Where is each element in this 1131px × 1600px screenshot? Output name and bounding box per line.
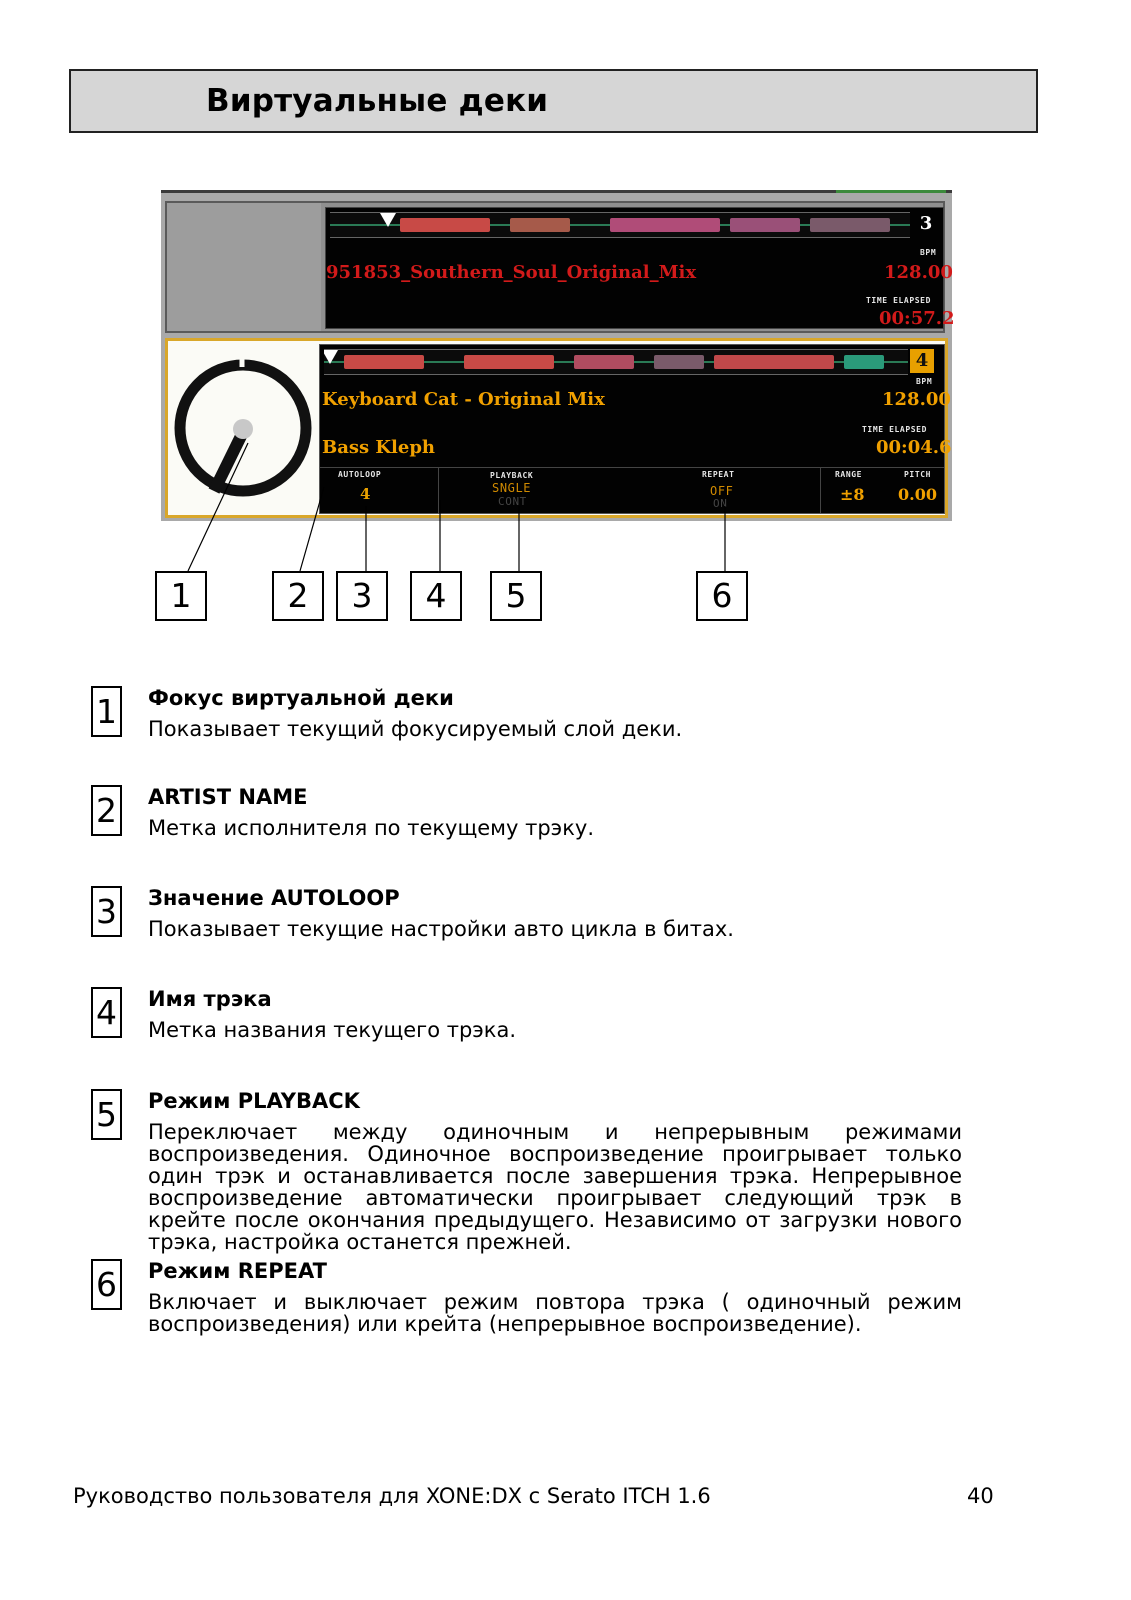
repeat-on-option[interactable]: ON xyxy=(713,497,728,510)
item-number: 4 xyxy=(91,987,122,1038)
item-text: Включает и выключает режим повтора трэка ( одиночный режим воспроизведения) или крейта (непрерывное воспроизведение). xyxy=(148,1290,962,1336)
item-title: Режим PLAYBACK xyxy=(148,1089,360,1113)
playback-label: PLAYBACK xyxy=(490,471,534,480)
item-text: Метка исполнителя по текущему трэку. xyxy=(148,816,594,840)
deck-4-time-label: TIME ELAPSED xyxy=(862,425,927,434)
deck-3-bpm-value: 128.00 xyxy=(884,262,953,283)
item-number: 6 xyxy=(91,1259,122,1310)
autoloop-value[interactable]: 4 xyxy=(360,485,371,503)
repeat-off-option[interactable]: OFF xyxy=(710,484,734,498)
deck-4-time-elapsed: 00:04.6 xyxy=(876,437,952,458)
deck-3-time-elapsed: 00:57.2 xyxy=(879,308,955,329)
deck-4-artist-name: Bass Kleph xyxy=(322,437,436,458)
callout-2: 2 xyxy=(272,571,324,621)
pitch-label: PITCH xyxy=(904,470,932,479)
deck-4-track-name: Keyboard Cat - Original Mix xyxy=(322,389,605,410)
playback-single-option[interactable]: SNGLE xyxy=(492,481,532,495)
item-title: Имя трэка xyxy=(148,987,272,1011)
range-value[interactable]: ±8 xyxy=(840,485,865,504)
item-text: Показывает текущие настройки авто цикла в битах. xyxy=(148,917,734,941)
item-number: 5 xyxy=(91,1089,122,1140)
repeat-label: REPEAT xyxy=(702,470,735,479)
item-title: Режим REPEAT xyxy=(148,1259,327,1283)
deck-3-time-label: TIME ELAPSED xyxy=(866,296,931,305)
item-title: Фокус виртуальной деки xyxy=(148,686,454,710)
item-title: ARTIST NAME xyxy=(148,785,308,809)
deck-3-number: 3 xyxy=(919,213,933,234)
deck-3-track-name: 951853_Southern_Soul_Original_Mix xyxy=(326,262,697,283)
footer-page-number: 40 xyxy=(967,1484,994,1508)
item-text: Показывает текущий фокусируемый слой деки. xyxy=(148,717,683,741)
deck-4-number: 4 xyxy=(910,349,934,373)
callout-leader-lines xyxy=(0,0,1131,640)
item-text: Переключает между одиночным и непрерывным режимами воспроизведения. Одиночное воспроизведение проигрывает только один трэк и останавливается после завершения трэка. Непрерывное воспроизведение автоматически проигрывает следующий трэк в крейте после окончания предыдущего. Независимо от загрузки нового трэка, настройка останется прежней. xyxy=(148,1120,962,1254)
item-number: 1 xyxy=(91,686,122,737)
playback-continuous-option[interactable]: CONT xyxy=(498,495,527,508)
autoloop-label: AUTOLOOP xyxy=(338,470,382,479)
item-number: 2 xyxy=(91,785,122,836)
pitch-value: 0.00 xyxy=(898,485,937,504)
deck-4-bpm-label: BPM xyxy=(916,377,933,386)
callout-4: 4 xyxy=(410,571,462,621)
page-title: Виртуальные деки xyxy=(206,83,549,119)
range-label: RANGE xyxy=(835,470,863,479)
deck-4-bpm-value: 128.00 xyxy=(882,389,951,410)
callout-5: 5 xyxy=(490,571,542,621)
callout-1: 1 xyxy=(155,571,207,621)
callout-6: 6 xyxy=(696,571,748,621)
callout-3: 3 xyxy=(336,571,388,621)
item-number: 3 xyxy=(91,886,122,937)
item-title: Значение AUTOLOOP xyxy=(148,886,400,910)
item-text: Метка названия текущего трэка. xyxy=(148,1018,517,1042)
footer-manual-title: Руководство пользователя для XONE:DX с Serato ITCH 1.6 xyxy=(73,1484,711,1508)
deck-3-bpm-label: BPM xyxy=(920,248,937,257)
